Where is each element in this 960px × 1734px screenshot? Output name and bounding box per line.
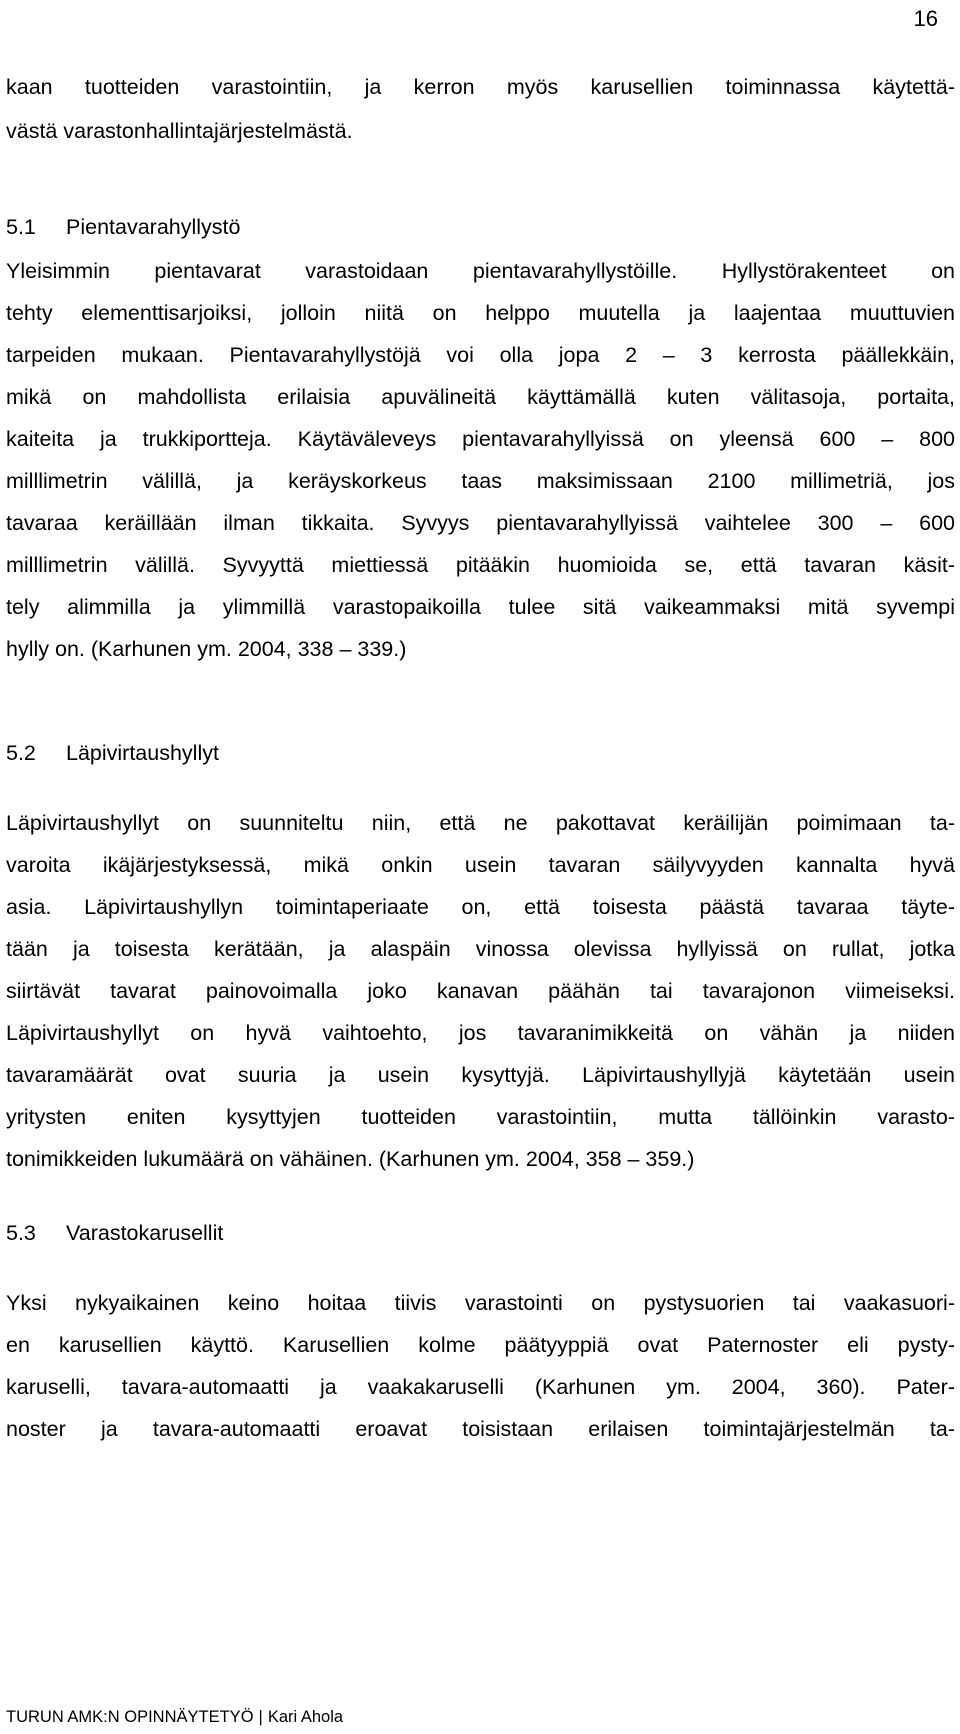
body-line: yritysten eniten kysyttyjen tuotteiden varastointiin, mutta tällöinkin varasto- [6, 1105, 955, 1129]
footer-author: Kari Ahola [267, 1708, 344, 1726]
section-heading-5-1 [6, 212, 240, 242]
body-line: hylly on. (Karhunen ym. 2004, 338 – 339.) [6, 637, 407, 661]
body-line: tavaramäärät ovat suuria ja usein kysyttyjä. Läpivirtaushyllyjä käytetään usein [6, 1063, 955, 1087]
section-title: Läpivirtaushyllyt [66, 741, 219, 765]
body-line: Yksi nykyaikainen keino hoitaa tiivis varastointi on pystysuorien tai vaakasuori- [6, 1291, 955, 1315]
body-line: Yleisimmin pientavarat varastoidaan pientavarahyllystöille. Hyllystörakenteet on [6, 259, 955, 283]
body-line: kaiteita ja trukkiportteja. Käytäväleveys pientavarahyllyissä on yleensä 600 – 800 [6, 427, 955, 451]
body-line: Läpivirtaushyllyt on suunniteltu niin, että ne pakottavat keräilijän poimimaan ta- [6, 811, 955, 835]
section-number: 5.2 [6, 741, 36, 765]
section-title: Pientavarahyllystö [66, 215, 241, 239]
body-line: tavaraa keräillään ilman tikkaita. Syvyys pientavarahyllyissä vaihtelee 300 – 600 [6, 511, 955, 535]
body-line: milllimetrin välillä, ja keräyskorkeus taas maksimissaan 2100 millimetriä, jos [6, 469, 955, 493]
body-line: varoita ikäjärjestyksessä, mikä onkin usein tavaran säilyvyyden kannalta hyvä [6, 853, 955, 877]
footer-institution: TURUN AMK:N OPINNÄYTETYÖ [6, 1708, 254, 1726]
section-number: 5.1 [6, 215, 36, 239]
body-line: tehty elementtisarjoiksi, jolloin niitä on helppo muutella ja laajentaa muuttuvien [6, 301, 955, 325]
body-line: tään ja toisesta kerätään, ja alaspäin vinossa olevissa hyllyissä on rullat, jotka [6, 937, 955, 961]
body-line: noster ja tavara-automaatti eroavat toisistaan erilaisen toimintajärjestelmän ta- [6, 1417, 955, 1441]
body-line: västä varastonhallintajärjestelmästä. [6, 119, 353, 143]
section-heading-5-2 [6, 738, 219, 768]
section-title: Varastokarusellit [66, 1221, 224, 1245]
body-line: kaan tuotteiden varastointiin, ja kerron myös karusellien toiminnassa käytettä- [6, 75, 955, 99]
body-line: milllimetrin välillä. Syvyyttä miettiessä pitääkin huomioida se, että tavaran käsit- [6, 553, 955, 577]
body-line: asia. Läpivirtaushyllyn toimintaperiaate on, että toisesta päästä tavaraa täyte- [6, 895, 955, 919]
body-line: en karusellien käyttö. Karusellien kolme päätyyppiä ovat Paternoster eli pysty- [6, 1333, 955, 1357]
body-line: siirtävät tavarat painovoimalla joko kanavan päähän tai tavarajonon viimeiseksi. [6, 979, 955, 1003]
body-line: mikä on mahdollista erilaisia apuvälineitä käyttämällä kuten välitasoja, portaita, [6, 385, 955, 409]
body-line: Läpivirtaushyllyt on hyvä vaihtoehto, jos tavaranimikkeitä on vähän ja niiden [6, 1021, 955, 1045]
section-number: 5.3 [6, 1221, 36, 1245]
page-footer [6, 1708, 343, 1727]
body-line: tonimikkeiden lukumäärä on vähäinen. (Karhunen ym. 2004, 358 – 359.) [6, 1147, 695, 1171]
section-heading-5-3 [6, 1218, 223, 1248]
body-line: tarpeiden mukaan. Pientavarahyllystöjä voi olla jopa 2 – 3 kerrosta päällekkäin, [6, 343, 955, 367]
body-line: tely alimmilla ja ylimmillä varastopaikoilla tulee sitä vaikeammaksi mitä syvempi [6, 595, 955, 619]
body-line: karuselli, tavara-automaatti ja vaakakaruselli (Karhunen ym. 2004, 360). Pater- [6, 1375, 955, 1399]
footer-separator: | [258, 1708, 263, 1726]
page-number: 16 [913, 6, 938, 31]
